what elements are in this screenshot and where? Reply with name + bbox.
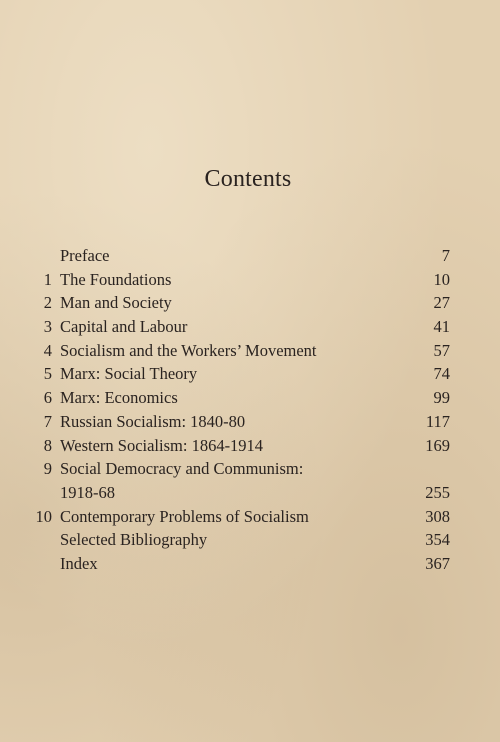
toc-entry-5 xyxy=(20,362,452,386)
toc-entry-8 xyxy=(20,434,452,458)
chapter-title: Western Socialism: 1864-1914 xyxy=(60,435,264,455)
toc-entry-9 xyxy=(20,457,452,481)
chapter-number: 6 xyxy=(43,388,52,408)
toc-entry-9-continued xyxy=(20,481,452,505)
chapter-title: Selected Bibliography xyxy=(60,530,208,550)
chapter-title: Man and Society xyxy=(60,293,172,313)
chapter-number: 7 xyxy=(43,411,52,431)
page-number: 308 xyxy=(425,506,450,526)
toc-entry-bibliography xyxy=(20,528,452,552)
contents-heading: Contents xyxy=(204,166,292,192)
page-number: 354 xyxy=(425,530,450,550)
toc-entry-4 xyxy=(20,339,452,363)
toc-entry-6 xyxy=(20,386,452,410)
chapter-title: Contemporary Problems of Socialism xyxy=(60,506,309,526)
chapter-number: 2 xyxy=(43,293,52,313)
chapter-title: Marx: Social Theory xyxy=(60,364,198,384)
chapter-title: 1918-68 xyxy=(60,482,115,502)
chapter-number: 8 xyxy=(43,435,52,455)
toc-entry-2 xyxy=(20,291,452,315)
chapter-number: 10 xyxy=(35,506,52,526)
toc-entry-7 xyxy=(20,410,452,434)
table-of-contents xyxy=(20,244,452,576)
chapter-number: 9 xyxy=(43,459,52,479)
chapter-title: Socialism and the Workers’ Movement xyxy=(60,340,317,360)
page-number: 99 xyxy=(433,388,450,408)
chapter-number: 4 xyxy=(43,340,52,360)
chapter-title: Social Democracy and Communism: xyxy=(60,459,304,479)
page-number: 367 xyxy=(425,553,450,573)
toc-entry-10 xyxy=(20,505,452,529)
chapter-title: Russian Socialism: 1840-80 xyxy=(60,411,246,431)
page-number: 7 xyxy=(441,246,450,265)
toc-entry-3 xyxy=(20,315,452,339)
toc-entry-1 xyxy=(20,268,452,292)
chapter-number: 1 xyxy=(43,269,52,289)
page-number: 117 xyxy=(425,411,450,431)
chapter-title: Marx: Economics xyxy=(60,388,178,408)
page-number: 41 xyxy=(433,317,450,337)
chapter-title: Capital and Labour xyxy=(60,317,188,337)
toc-entry-index xyxy=(20,552,452,576)
page-number: 74 xyxy=(433,364,450,384)
chapter-title: Preface xyxy=(60,246,110,265)
page-number: 169 xyxy=(425,435,450,455)
chapter-number: 5 xyxy=(43,364,52,384)
page-number: 57 xyxy=(433,340,450,360)
page-number: 27 xyxy=(433,293,450,313)
toc-entry-preface xyxy=(20,244,452,268)
page-number: 255 xyxy=(425,482,450,502)
page-number: 10 xyxy=(433,269,450,289)
chapter-number: 3 xyxy=(43,317,52,337)
chapter-title: Index xyxy=(60,553,98,573)
chapter-title: The Foundations xyxy=(60,269,172,289)
